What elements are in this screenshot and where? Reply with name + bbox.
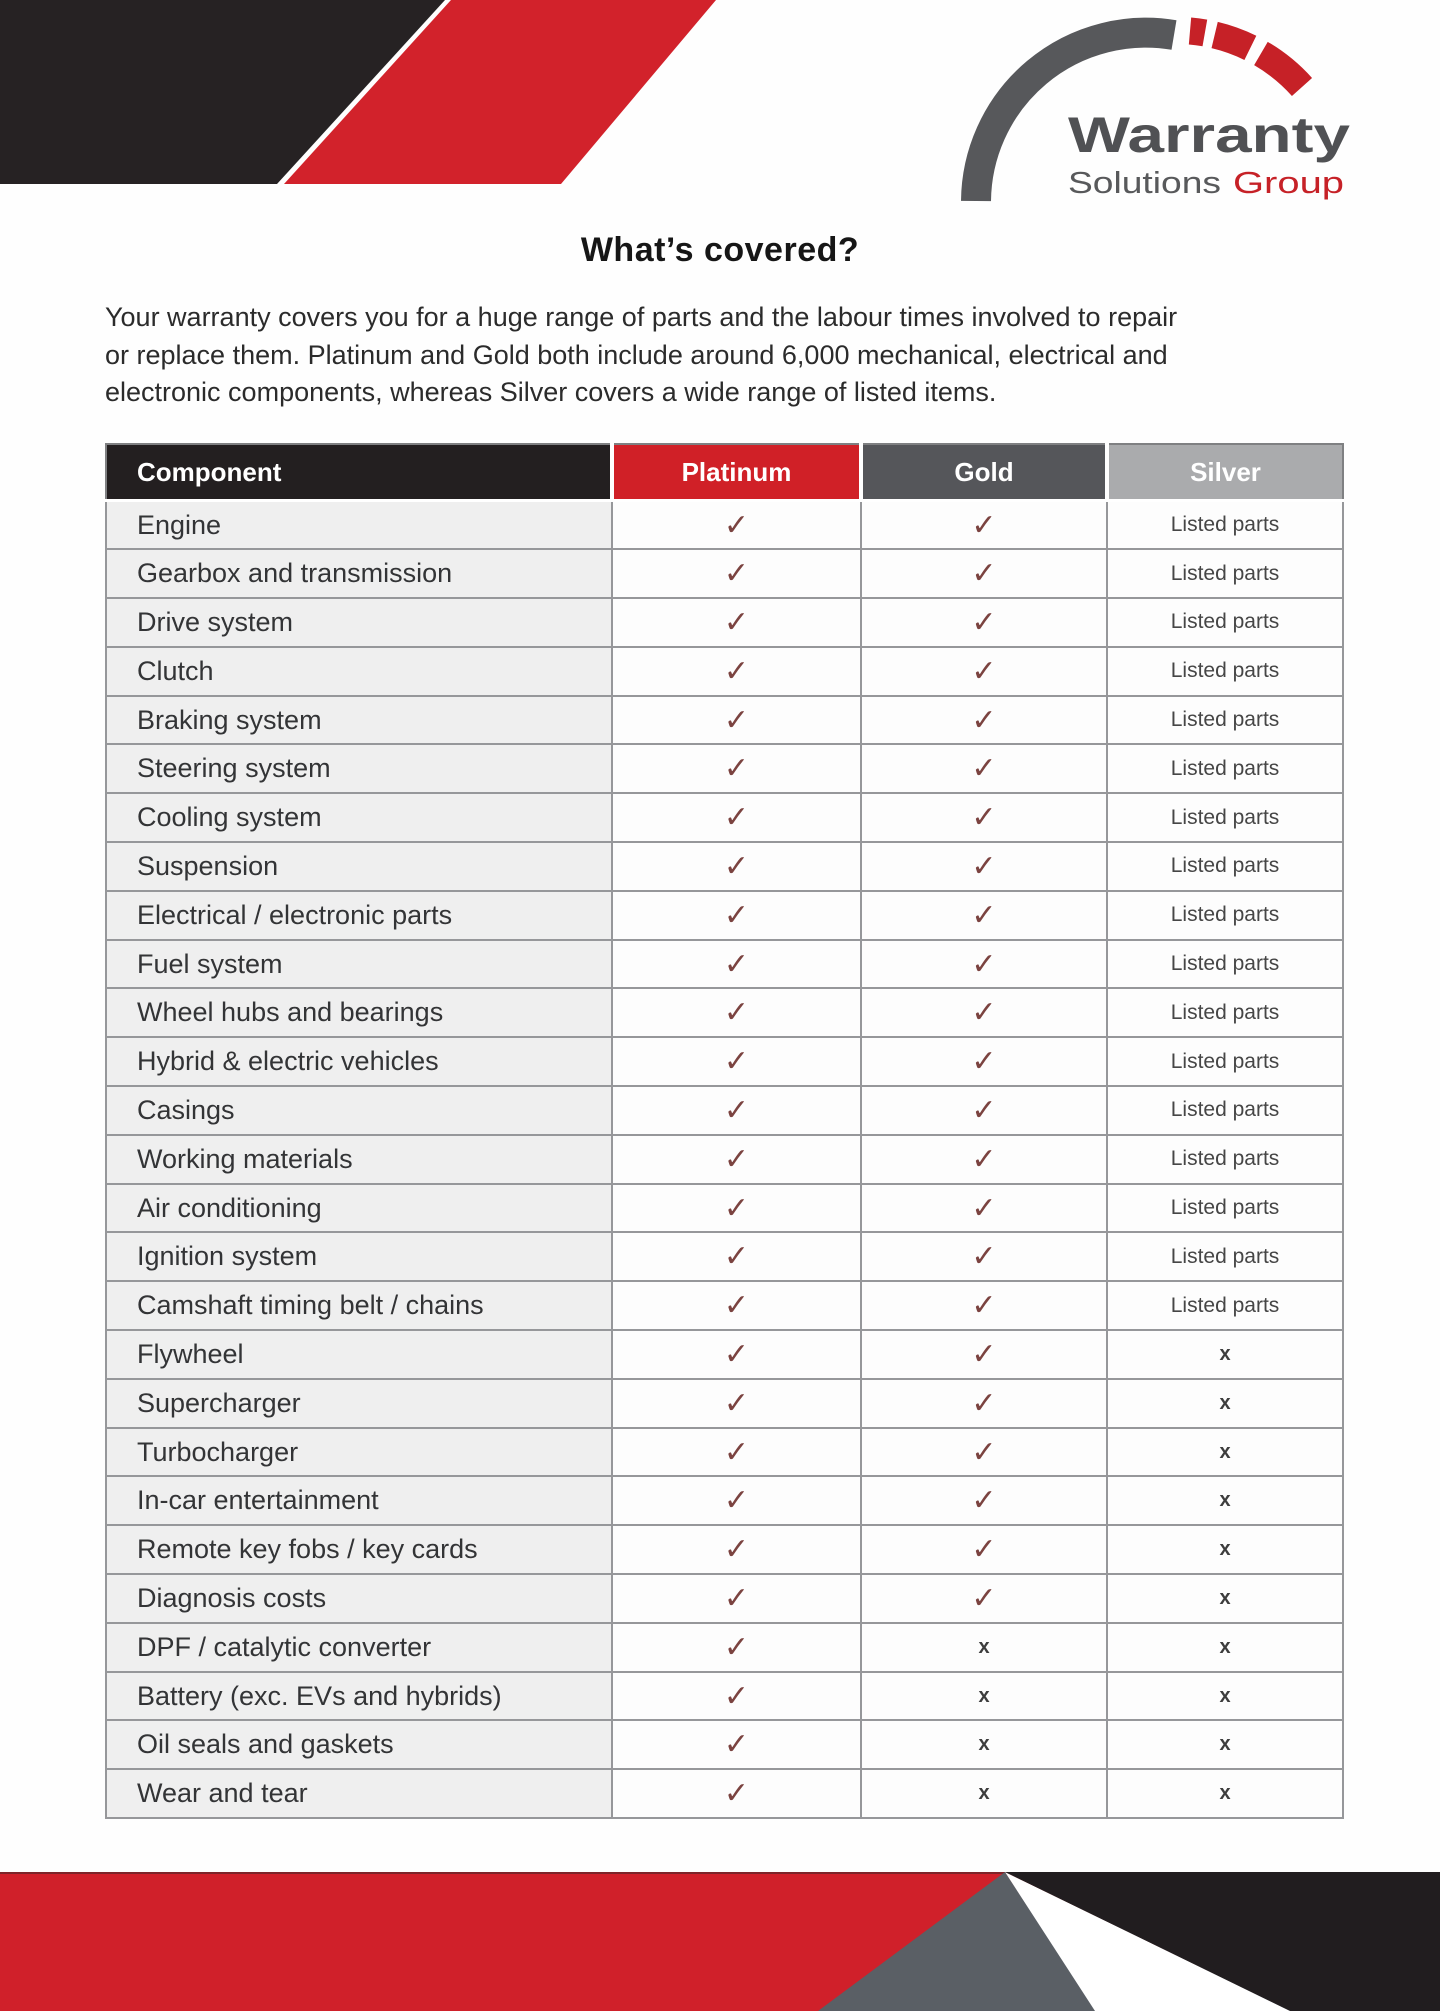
listed-parts-label: Listed parts — [1170, 1293, 1280, 1317]
check-icon: ✓ — [723, 1776, 750, 1812]
listed-parts-label: Listed parts — [1170, 659, 1280, 683]
component-cell: Drive system — [106, 598, 612, 647]
listed-parts-label: Listed parts — [1170, 1049, 1280, 1073]
component-cell: Gearbox and transmission — [106, 549, 612, 598]
silver-cell — [1107, 1525, 1343, 1574]
listed-parts-label: Listed parts — [1170, 1000, 1280, 1024]
check-icon: ✓ — [971, 897, 997, 933]
check-icon: ✓ — [723, 897, 750, 933]
component-cell: Oil seals and gaskets — [106, 1720, 612, 1769]
check-icon: ✓ — [723, 1190, 750, 1226]
listed-parts-label: Listed parts — [1170, 561, 1280, 585]
table-row — [106, 1525, 1343, 1574]
gold-cell — [861, 1135, 1107, 1184]
listed-parts-label: Listed parts — [1170, 854, 1280, 878]
check-icon: ✓ — [723, 1483, 750, 1519]
cross-icon: x — [1219, 1782, 1231, 1805]
gold-cell — [861, 549, 1107, 598]
silver-cell — [1107, 842, 1343, 891]
table-row — [106, 1428, 1343, 1477]
platinum-cell — [612, 891, 861, 940]
check-icon: ✓ — [971, 1483, 997, 1519]
component-cell: Battery (exc. EVs and hybrids) — [106, 1672, 612, 1721]
listed-parts-label: Listed parts — [1170, 610, 1280, 634]
cross-icon: x — [1219, 1538, 1231, 1561]
silver-cell — [1107, 549, 1343, 598]
gold-cell — [861, 1232, 1107, 1281]
check-icon: ✓ — [723, 1727, 750, 1763]
table-row — [106, 842, 1343, 891]
silver-cell — [1107, 1135, 1343, 1184]
gold-cell — [861, 696, 1107, 745]
check-icon: ✓ — [971, 751, 997, 787]
check-icon: ✓ — [971, 1092, 997, 1128]
table-row — [106, 1720, 1343, 1769]
check-icon: ✓ — [971, 653, 997, 689]
check-icon: ✓ — [723, 1434, 750, 1470]
component-cell: Casings — [106, 1086, 612, 1135]
silver-cell — [1107, 598, 1343, 647]
table-row — [106, 598, 1343, 647]
component-cell: Wear and tear — [106, 1769, 612, 1818]
silver-cell — [1107, 1281, 1343, 1330]
gold-cell — [861, 1379, 1107, 1428]
component-cell: Engine — [106, 501, 612, 550]
component-cell: Turbocharger — [106, 1428, 612, 1477]
silver-cell — [1107, 1769, 1343, 1818]
platinum-cell — [612, 1379, 861, 1428]
component-cell: Electrical / electronic parts — [106, 891, 612, 940]
platinum-cell — [612, 940, 861, 989]
gold-cell — [861, 1574, 1107, 1623]
table-row — [106, 1135, 1343, 1184]
check-icon: ✓ — [971, 1580, 997, 1616]
cross-icon: x — [978, 1635, 990, 1658]
table-row — [106, 696, 1343, 745]
cross-icon: x — [1219, 1489, 1231, 1512]
cross-icon: x — [1219, 1440, 1231, 1463]
component-cell: Hybrid & electric vehicles — [106, 1037, 612, 1086]
warranty-solutions-group-logo — [950, 5, 1350, 205]
listed-parts-label: Listed parts — [1170, 1244, 1280, 1268]
header-gold: Gold — [861, 444, 1107, 501]
platinum-cell — [612, 598, 861, 647]
component-cell: Steering system — [106, 744, 612, 793]
intro-paragraph — [105, 299, 1365, 412]
table-row — [106, 1574, 1343, 1623]
check-icon: ✓ — [723, 946, 750, 982]
check-icon: ✓ — [971, 604, 997, 640]
intro-line: or replace them. Platinum and Gold both include around 6,000 mechanical, electrical and — [105, 339, 1168, 370]
cross-icon: x — [1219, 1342, 1231, 1365]
silver-cell — [1107, 1672, 1343, 1721]
gold-cell — [861, 1330, 1107, 1379]
gold-cell — [861, 842, 1107, 891]
check-icon: ✓ — [971, 1044, 997, 1080]
speedometer-red-dashes-icon — [1190, 31, 1302, 87]
gold-cell — [861, 501, 1107, 550]
component-cell: Cooling system — [106, 793, 612, 842]
check-icon: ✓ — [971, 556, 997, 592]
silver-cell — [1107, 1330, 1343, 1379]
check-icon: ✓ — [723, 751, 750, 787]
top-corner-decoration — [0, 0, 780, 184]
check-icon: ✓ — [723, 1044, 750, 1080]
table-header-row — [106, 444, 1343, 501]
table-row — [106, 1037, 1343, 1086]
listed-parts-label: Listed parts — [1170, 513, 1280, 537]
platinum-cell — [612, 1672, 861, 1721]
gold-cell — [861, 598, 1107, 647]
platinum-cell — [612, 988, 861, 1037]
silver-cell — [1107, 793, 1343, 842]
table-row — [106, 1184, 1343, 1233]
component-cell: Fuel system — [106, 940, 612, 989]
bottom-band-decoration — [0, 1872, 1440, 2011]
check-icon: ✓ — [723, 507, 750, 543]
gold-cell — [861, 1281, 1107, 1330]
component-cell: Wheel hubs and bearings — [106, 988, 612, 1037]
platinum-cell — [612, 1184, 861, 1233]
platinum-cell — [612, 1037, 861, 1086]
table-row — [106, 1330, 1343, 1379]
check-icon: ✓ — [723, 1385, 750, 1421]
cross-icon: x — [978, 1684, 990, 1707]
gold-cell — [861, 793, 1107, 842]
silver-cell — [1107, 501, 1343, 550]
component-cell: Air conditioning — [106, 1184, 612, 1233]
check-icon: ✓ — [971, 1190, 997, 1226]
silver-cell — [1107, 988, 1343, 1037]
listed-parts-label: Listed parts — [1170, 1196, 1280, 1220]
logo-sub-solutions: Solutions — [1068, 165, 1221, 200]
table-row — [106, 1769, 1343, 1818]
listed-parts-label: Listed parts — [1170, 708, 1280, 732]
listed-parts-label: Listed parts — [1170, 1098, 1280, 1122]
table-row — [106, 1476, 1343, 1525]
component-cell: Flywheel — [106, 1330, 612, 1379]
silver-cell — [1107, 940, 1343, 989]
check-icon: ✓ — [971, 800, 997, 836]
check-icon: ✓ — [723, 800, 750, 836]
gold-cell — [861, 1037, 1107, 1086]
table-row — [106, 891, 1343, 940]
check-icon: ✓ — [971, 1141, 997, 1177]
table-row — [106, 647, 1343, 696]
check-icon: ✓ — [971, 702, 997, 738]
component-cell: Suspension — [106, 842, 612, 891]
check-icon: ✓ — [723, 1336, 750, 1372]
component-cell: Ignition system — [106, 1232, 612, 1281]
silver-cell — [1107, 891, 1343, 940]
platinum-cell — [612, 1281, 861, 1330]
check-icon: ✓ — [723, 1141, 750, 1177]
platinum-cell — [612, 501, 861, 550]
component-cell: Supercharger — [106, 1379, 612, 1428]
table-row — [106, 1623, 1343, 1672]
gold-cell — [861, 1476, 1107, 1525]
coverage-table-body — [106, 501, 1343, 1819]
platinum-cell — [612, 549, 861, 598]
silver-cell — [1107, 1379, 1343, 1428]
listed-parts-label: Listed parts — [1170, 756, 1280, 780]
listed-parts-label: Listed parts — [1170, 1147, 1280, 1171]
check-icon: ✓ — [971, 946, 997, 982]
cross-icon: x — [1219, 1684, 1231, 1707]
platinum-cell — [612, 1428, 861, 1477]
platinum-cell — [612, 1086, 861, 1135]
component-cell: In-car entertainment — [106, 1476, 612, 1525]
cross-icon: x — [1219, 1635, 1231, 1658]
gold-cell — [861, 1623, 1107, 1672]
gold-cell — [861, 744, 1107, 793]
platinum-cell — [612, 647, 861, 696]
check-icon: ✓ — [723, 702, 750, 738]
check-icon: ✓ — [723, 1580, 750, 1616]
check-icon: ✓ — [723, 556, 750, 592]
cross-icon: x — [978, 1733, 990, 1756]
listed-parts-label: Listed parts — [1170, 903, 1280, 927]
silver-cell — [1107, 1232, 1343, 1281]
component-cell: Remote key fobs / key cards — [106, 1525, 612, 1574]
gold-cell — [861, 1720, 1107, 1769]
check-icon: ✓ — [971, 1336, 997, 1372]
platinum-cell — [612, 1623, 861, 1672]
platinum-cell — [612, 1135, 861, 1184]
gold-cell — [861, 1525, 1107, 1574]
coverage-table — [105, 443, 1344, 1819]
platinum-cell — [612, 1525, 861, 1574]
platinum-cell — [612, 842, 861, 891]
table-row — [106, 1672, 1343, 1721]
platinum-cell — [612, 1769, 861, 1818]
table-row — [106, 549, 1343, 598]
silver-cell — [1107, 1476, 1343, 1525]
table-row — [106, 793, 1343, 842]
silver-cell — [1107, 696, 1343, 745]
check-icon: ✓ — [971, 848, 997, 884]
check-icon: ✓ — [723, 1532, 750, 1568]
logo-brand-name: Warranty — [1068, 107, 1350, 163]
check-icon: ✓ — [723, 1629, 750, 1665]
check-icon: ✓ — [723, 1288, 750, 1324]
silver-cell — [1107, 647, 1343, 696]
check-icon: ✓ — [971, 1239, 997, 1275]
gold-cell — [861, 1672, 1107, 1721]
gold-cell — [861, 988, 1107, 1037]
check-icon: ✓ — [971, 1532, 997, 1568]
platinum-cell — [612, 1720, 861, 1769]
check-icon: ✓ — [723, 995, 750, 1031]
header-silver: Silver — [1107, 444, 1343, 501]
silver-cell — [1107, 1623, 1343, 1672]
check-icon: ✓ — [971, 507, 997, 543]
gold-cell — [861, 940, 1107, 989]
cross-icon: x — [1219, 1586, 1231, 1609]
silver-cell — [1107, 1037, 1343, 1086]
header-platinum: Platinum — [612, 444, 861, 501]
check-icon: ✓ — [971, 1434, 997, 1470]
check-icon: ✓ — [723, 1092, 750, 1128]
platinum-cell — [612, 1476, 861, 1525]
table-row — [106, 501, 1343, 550]
platinum-cell — [612, 1330, 861, 1379]
component-cell: DPF / catalytic converter — [106, 1623, 612, 1672]
component-cell: Camshaft timing belt / chains — [106, 1281, 612, 1330]
listed-parts-label: Listed parts — [1170, 805, 1280, 829]
gold-cell — [861, 1184, 1107, 1233]
check-icon: ✓ — [971, 1288, 997, 1324]
platinum-cell — [612, 744, 861, 793]
platinum-cell — [612, 793, 861, 842]
page-title: What’s covered? — [580, 231, 860, 269]
silver-cell — [1107, 1720, 1343, 1769]
silver-cell — [1107, 1184, 1343, 1233]
component-cell: Diagnosis costs — [106, 1574, 612, 1623]
cross-icon: x — [1219, 1391, 1231, 1414]
platinum-cell — [612, 1574, 861, 1623]
check-icon: ✓ — [971, 1385, 997, 1421]
silver-cell — [1107, 744, 1343, 793]
logo-sub-group: Group — [1233, 165, 1344, 200]
intro-line: Your warranty covers you for a huge range of parts and the labour times involved to repair — [105, 302, 1178, 332]
silver-cell — [1107, 1574, 1343, 1623]
component-cell: Clutch — [106, 647, 612, 696]
gold-cell — [861, 1428, 1107, 1477]
check-icon: ✓ — [723, 1239, 750, 1275]
check-icon: ✓ — [723, 1678, 750, 1714]
table-row — [106, 744, 1343, 793]
check-icon: ✓ — [723, 604, 750, 640]
gold-cell — [861, 1769, 1107, 1818]
component-cell: Braking system — [106, 696, 612, 745]
gold-cell — [861, 647, 1107, 696]
gold-cell — [861, 891, 1107, 940]
intro-line: electronic components, whereas Silver covers a wide range of listed items. — [105, 377, 997, 407]
check-icon: ✓ — [723, 848, 750, 884]
platinum-cell — [612, 1232, 861, 1281]
silver-cell — [1107, 1428, 1343, 1477]
silver-cell — [1107, 1086, 1343, 1135]
platinum-cell — [612, 696, 861, 745]
table-row — [106, 1379, 1343, 1428]
cross-icon: x — [1219, 1733, 1231, 1756]
header-component: Component — [106, 444, 612, 501]
table-row — [106, 1232, 1343, 1281]
gold-cell — [861, 1086, 1107, 1135]
table-row — [106, 1281, 1343, 1330]
check-icon: ✓ — [723, 653, 750, 689]
component-cell: Working materials — [106, 1135, 612, 1184]
check-icon: ✓ — [971, 995, 997, 1031]
cross-icon: x — [978, 1782, 990, 1805]
table-row — [106, 1086, 1343, 1135]
table-row — [106, 988, 1343, 1037]
table-row — [106, 940, 1343, 989]
listed-parts-label: Listed parts — [1170, 952, 1280, 976]
